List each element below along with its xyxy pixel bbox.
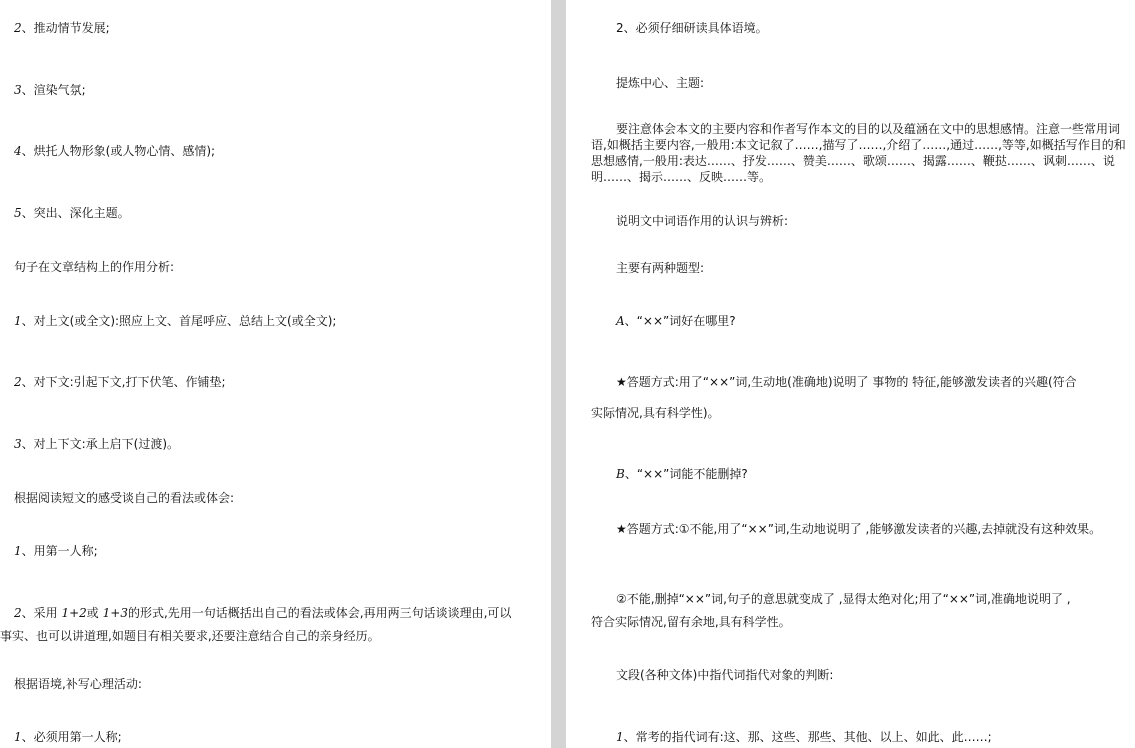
text-line-continued: 事实、也可以讲道理,如题目有相关要求,还要注意结合自己的亲身经历。 — [0, 629, 380, 643]
text-line: 2、采用 1+2或 1+3的形式,先用一句话概括出自己的看法或体会,再用两三句话谈谈理由,可以 — [14, 606, 512, 620]
question-line: A、“××”词好在哪里? — [616, 314, 736, 328]
text-line: 1、对上文(或全文):照应上文、首尾呼应、总结上文(或全文); — [14, 314, 337, 328]
answer-line: ②不能,删掉“××”词,句子的意思就变成了 ,显得太绝对化;用了“××”词,准确地说明了 , — [616, 592, 1071, 606]
text-line: 3、对上下文:承上启下(过渡)。 — [14, 437, 180, 451]
text-line: 4、烘托人物形象(或人物心情、感情); — [14, 144, 216, 158]
text-line: 2、必须仔细研读具体语境。 — [616, 21, 768, 35]
section-heading: 根据阅读短文的感受谈自己的看法或体会: — [14, 491, 235, 505]
answer-line: ★答题方式:用了“××”词,生动地(准确地)说明了 事物的 特征,能够激发读者的兴趣(符合 — [616, 375, 1077, 389]
section-heading: 文段(各种文体)中指代词指代对象的判断: — [616, 668, 834, 682]
paragraph: 要注意体会本文的主要内容和作者写作本文的目的以及蕴涵在文中的思想感情。注意一些常用词语,如概括主要内容,一般用:本文记叙了……,描写了……,介绍了……,通过……,等等,如概括写作目的和思想感情,一般用:表达……、抒发……、赞美……、歌颂……、揭露……、鞭挞……、讽刺……、说明……、揭示……、反映……等。 — [591, 122, 1126, 184]
answer-paragraph: ★答题方式:①不能,用了“××”词,生动地说明了 ,能够激发读者的兴趣,去掉就没有这种效果。 — [616, 522, 1102, 536]
answer-line-continued: 符合实际情况,留有余地,具有科学性。 — [591, 615, 791, 629]
page-gutter — [551, 0, 566, 748]
section-heading: 根据语境,补写心理活动: — [14, 677, 142, 691]
text-line: 1、常考的指代词有:这、那、这些、那些、其他、以上、如此、此……; — [616, 730, 992, 744]
section-heading: 句子在文章结构上的作用分析: — [14, 260, 175, 274]
section-heading: 提炼中心、主题: — [616, 76, 705, 90]
section-heading: 说明文中词语作用的认识与辨析: — [616, 214, 789, 228]
text-line: 1、用第一人称; — [14, 544, 98, 558]
text-line: 1、必须用第一人称; — [14, 730, 122, 744]
text-line: 2、推动情节发展; — [14, 21, 110, 35]
text-line: 2、对下文:引起下文,打下伏笔、作铺垫; — [14, 375, 226, 389]
question-line: B、“××”词能不能删掉? — [616, 467, 748, 481]
text-line: 主要有两种题型: — [616, 261, 705, 275]
answer-line-continued: 实际情况,具有科学性)。 — [591, 406, 720, 420]
left-page — [0, 0, 551, 748]
text-line: 3、渲染气氛; — [14, 83, 86, 97]
text-line: 5、突出、深化主题。 — [14, 206, 130, 220]
right-page — [566, 0, 1135, 748]
